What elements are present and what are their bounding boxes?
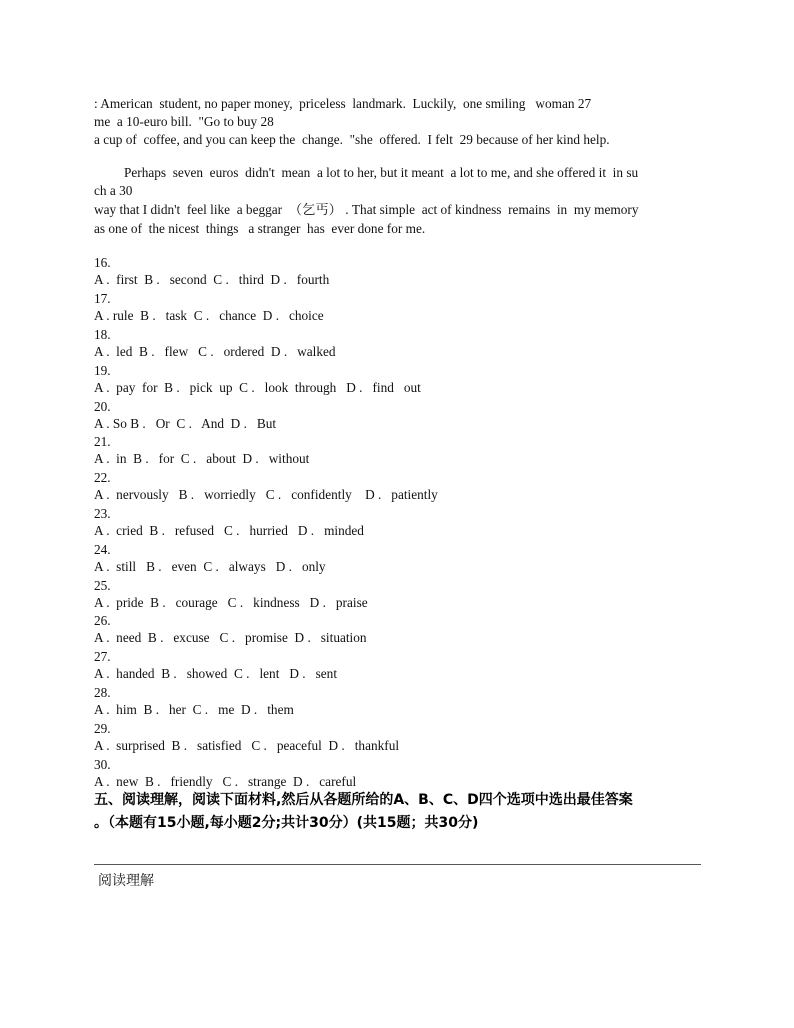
question-number: 27. — [94, 649, 111, 664]
section-heading: 五、阅读理解，阅读下面材料,然后从各题所给的A、B、C、D四个选项中选出最佳答案 — [94, 792, 633, 808]
section-divider — [94, 864, 701, 865]
question-number: 29. — [94, 721, 111, 736]
question-options: A . him B . her C . me D . them — [94, 702, 294, 717]
question-options: A . rule B . task C . chance D . choice — [94, 308, 324, 323]
question-options: A . first B . second C . third D . fourth — [94, 272, 330, 287]
passage-line: : American student, no paper money, priceless landmark. Luckily, one smiling woman 27 — [94, 96, 592, 111]
passage-line: way that I didn't feel like a beggar （乞丐） . That simple act of kindness remains in my memory — [94, 202, 639, 217]
question-number: 26. — [94, 613, 111, 628]
passage-line: as one of the nicest things a stranger has ever done for me. — [94, 221, 426, 236]
question-options: A . pride B . courage C . kindness D . praise — [94, 595, 368, 610]
question-number: 20. — [94, 399, 111, 414]
question-options: A . led B . flew C . ordered D . walked — [94, 344, 336, 359]
section-subheading: 阅读理解 — [98, 873, 154, 889]
question-options: A . nervously B . worriedly C . confidently D . patiently — [94, 487, 438, 502]
question-number: 23. — [94, 506, 111, 521]
question-options: A . pay for B . pick up C . look through D . find out — [94, 380, 421, 395]
question-number: 30. — [94, 757, 111, 772]
question-number: 22. — [94, 470, 111, 485]
question-number: 25. — [94, 578, 111, 593]
question-options: A . handed B . showed C . lent D . sent — [94, 666, 338, 681]
section-heading-continued: 。（本题有15小题,每小题2分;共计30分）(共15题；共30分) — [94, 815, 479, 831]
question-options: A . need B . excuse C . promise D . situation — [94, 630, 367, 645]
question-number: 17. — [94, 291, 111, 306]
passage-line: ch a 30 — [94, 183, 133, 198]
passage-line: Perhaps seven euros didn't mean a lot to her, but it meant a lot to me, and she offered it in su — [124, 165, 639, 180]
question-options: A . still B . even C . always D . only — [94, 559, 326, 574]
question-number: 28. — [94, 685, 111, 700]
question-number: 16. — [94, 255, 111, 270]
question-options: A . new B . friendly C . strange D . careful — [94, 774, 357, 789]
question-options: A . surprised B . satisfied C . peaceful D . thankful — [94, 738, 400, 753]
question-number: 18. — [94, 327, 111, 342]
question-options: A . in B . for C . about D . without — [94, 451, 310, 466]
question-number: 24. — [94, 542, 111, 557]
question-options: A . cried B . refused C . hurried D . minded — [94, 523, 364, 538]
question-number: 21. — [94, 434, 111, 449]
passage-line: a cup of coffee, and you can keep the change. "she offered. I felt 29 because of her kind help. — [94, 132, 610, 147]
passage-line: me a 10-euro bill. "Go to buy 28 — [94, 114, 274, 129]
question-options: A . So B . Or C . And D . But — [94, 416, 277, 431]
question-number: 19. — [94, 363, 111, 378]
